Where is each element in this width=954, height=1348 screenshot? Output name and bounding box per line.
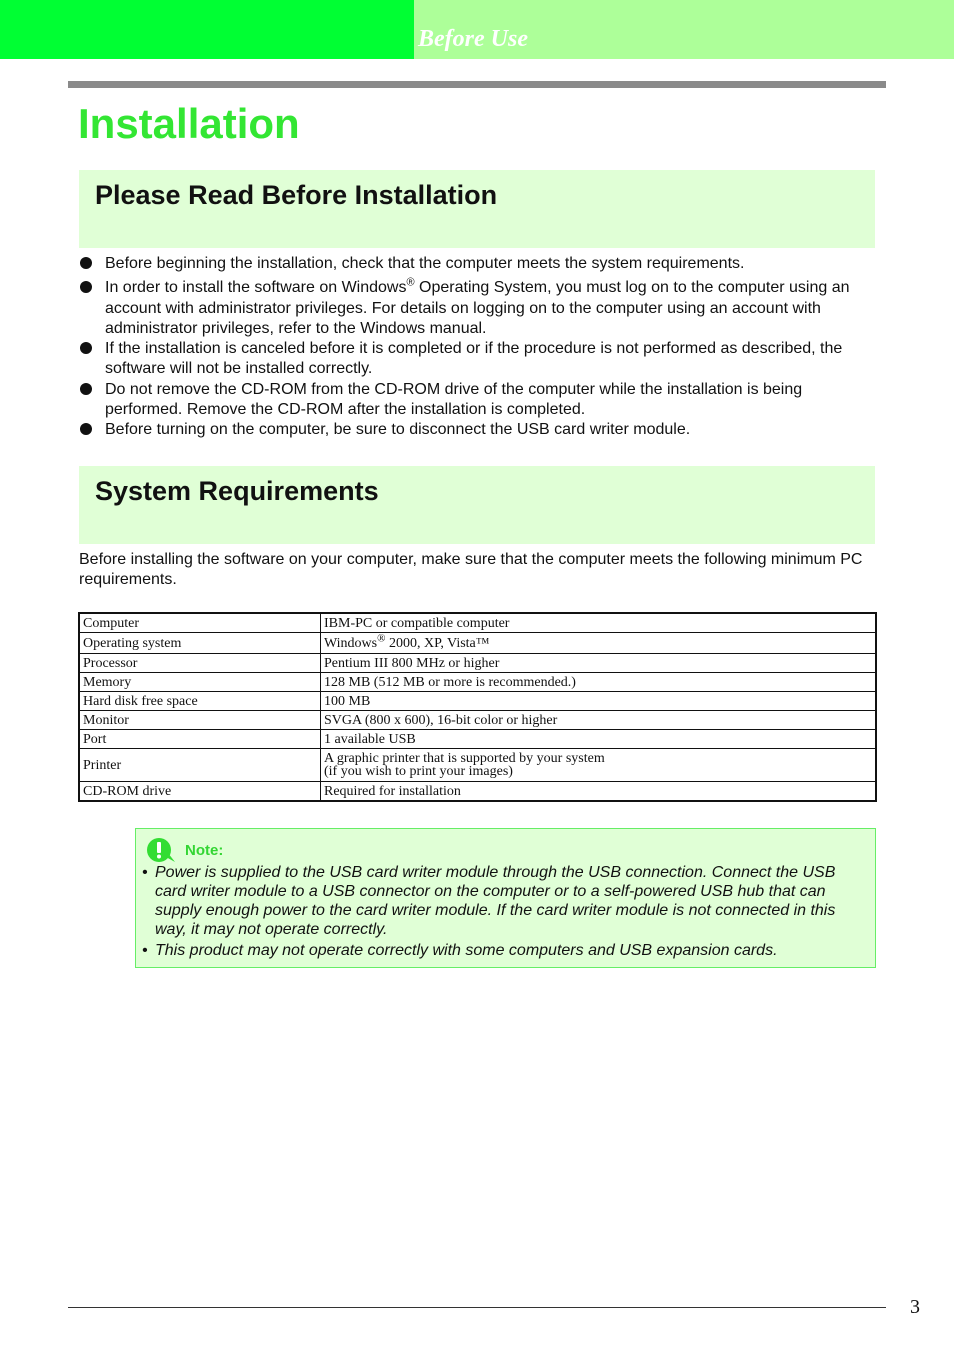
section-heading-box-sys bbox=[79, 466, 875, 544]
title-rule bbox=[68, 81, 886, 88]
header-bar-left bbox=[0, 0, 414, 59]
section-heading-box-read bbox=[79, 170, 875, 248]
sys-intro: Before installing the software on your computer, make sure that the computer meets the following minimum PC requirements. bbox=[79, 551, 863, 589]
list-item: • Power is supplied to the USB card writer module through the USB connection. Connect the USB card writer module to a USB connector on the computer or to a self-powered USB hub that can supply enough power to the card writer module. If the card writer module is not connected in this way, it may not operate correctly. bbox=[142, 864, 836, 938]
footer-rule bbox=[68, 1307, 886, 1308]
table-row: Memory 128 MB (512 MB or more is recommended.) bbox=[79, 673, 876, 692]
page-number: 3 bbox=[910, 1296, 920, 1318]
note-list bbox=[142, 863, 870, 960]
note-box bbox=[135, 828, 876, 968]
table-row: Processor Pentium III 800 MHz or higher bbox=[79, 654, 876, 673]
read-bullet-list bbox=[79, 254, 875, 441]
header-section-title: Before Use bbox=[418, 26, 528, 52]
note-label: Note: bbox=[185, 842, 224, 859]
list-item: Do not remove the CD-ROM from the CD-ROM drive of the computer while the installation is being performed. Remove the CD-ROM after the installation is completed. bbox=[79, 380, 875, 421]
table-row: Computer IBM-PC or compatible computer bbox=[79, 613, 876, 633]
list-item: Before beginning the installation, check that the computer meets the system requirements. bbox=[79, 254, 875, 274]
exclamation-icon bbox=[146, 837, 176, 863]
list-item: • This product may not operate correctly with some computers and USB expansion cards. bbox=[142, 942, 778, 959]
bullet-dot bbox=[80, 423, 92, 435]
table-row: Printer A graphic printer that is supported by your system (if you wish to print your images) bbox=[79, 749, 876, 782]
bullet-dot bbox=[80, 383, 92, 395]
bullet-dot bbox=[80, 257, 92, 269]
requirements-table bbox=[78, 612, 877, 802]
table-row: Operating system Windows® 2000, XP, Vista™ bbox=[79, 633, 876, 654]
list-item: If the installation is canceled before it is completed or if the procedure is not performed as described, the software will not be installed correctly. bbox=[79, 339, 875, 380]
bullet-dot bbox=[80, 342, 92, 354]
section-heading-read: Please Read Before Installation bbox=[95, 180, 498, 210]
table-row: Port 1 available USB bbox=[79, 730, 876, 749]
list-item: In order to install the software on Windows® Operating System, you must log on to the computer using an account with administrator privileges. For details on logging on to the computer using an account with administrator privileges, refer to the Windows manual. bbox=[79, 278, 875, 339]
bullet-dot bbox=[80, 281, 92, 293]
table-row: Monitor SVGA (800 x 600), 16-bit color or higher bbox=[79, 711, 876, 730]
section-heading-sys: System Requirements bbox=[95, 476, 379, 506]
list-item: Before turning on the computer, be sure to disconnect the USB card writer module. bbox=[79, 420, 875, 440]
page-title: Installation bbox=[78, 100, 300, 147]
table-row: CD-ROM drive Required for installation bbox=[79, 782, 876, 802]
table-row: Hard disk free space 100 MB bbox=[79, 692, 876, 711]
